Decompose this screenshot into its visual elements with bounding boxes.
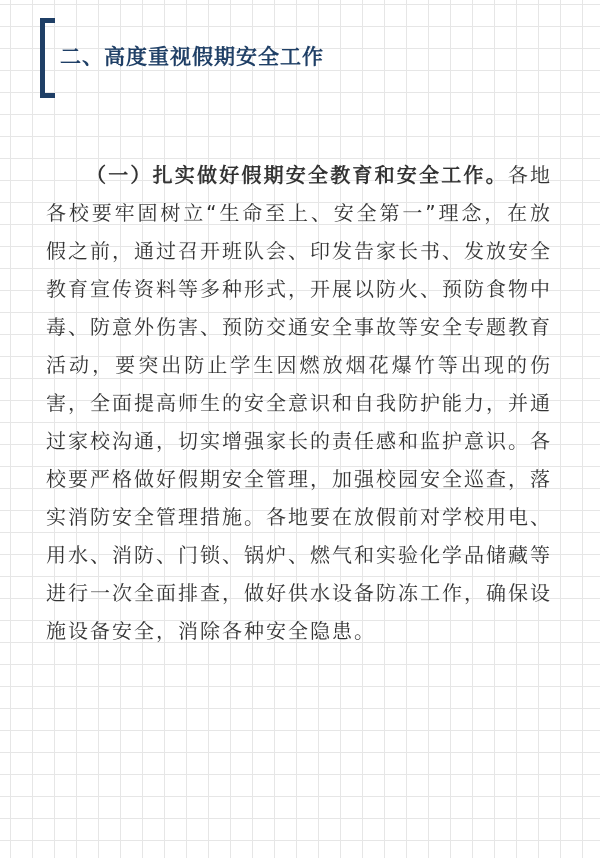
article-paragraph [46,156,552,650]
paragraph-body: 各地各校要牢固树立“生命至上、安全第一”理念，在放假之前，通过召开班队会、印发告家长书、发放安全教育宣传资料等多种形式，开展以防火、预防食物中毒、防意外伤害、预防交通安全事故等安全专题教育活动，要突出防止学生因燃放烟花爆竹等出现的伤害，全面提高师生的安全意识和自我防护能力，并通过家校沟通，切实增强家长的责任感和监护意识。各校要严格做好假期安全管理，加强校园安全巡查，落实消防安全管理措施。各地要在放假前对学校用电、用水、消防、门锁、锅炉、燃气和实验化学品储藏等进行一次全面排查，做好供水设备防冻工作，确保设施设备安全，消除各种安全隐患。 [46,163,553,643]
paragraph-lead: （一）扎实做好假期安全教育和安全工作。 [86,163,508,187]
section-header [40,18,420,92]
title-bracket-decoration [40,18,55,98]
section-title: 二、高度重视假期安全工作 [60,45,324,69]
